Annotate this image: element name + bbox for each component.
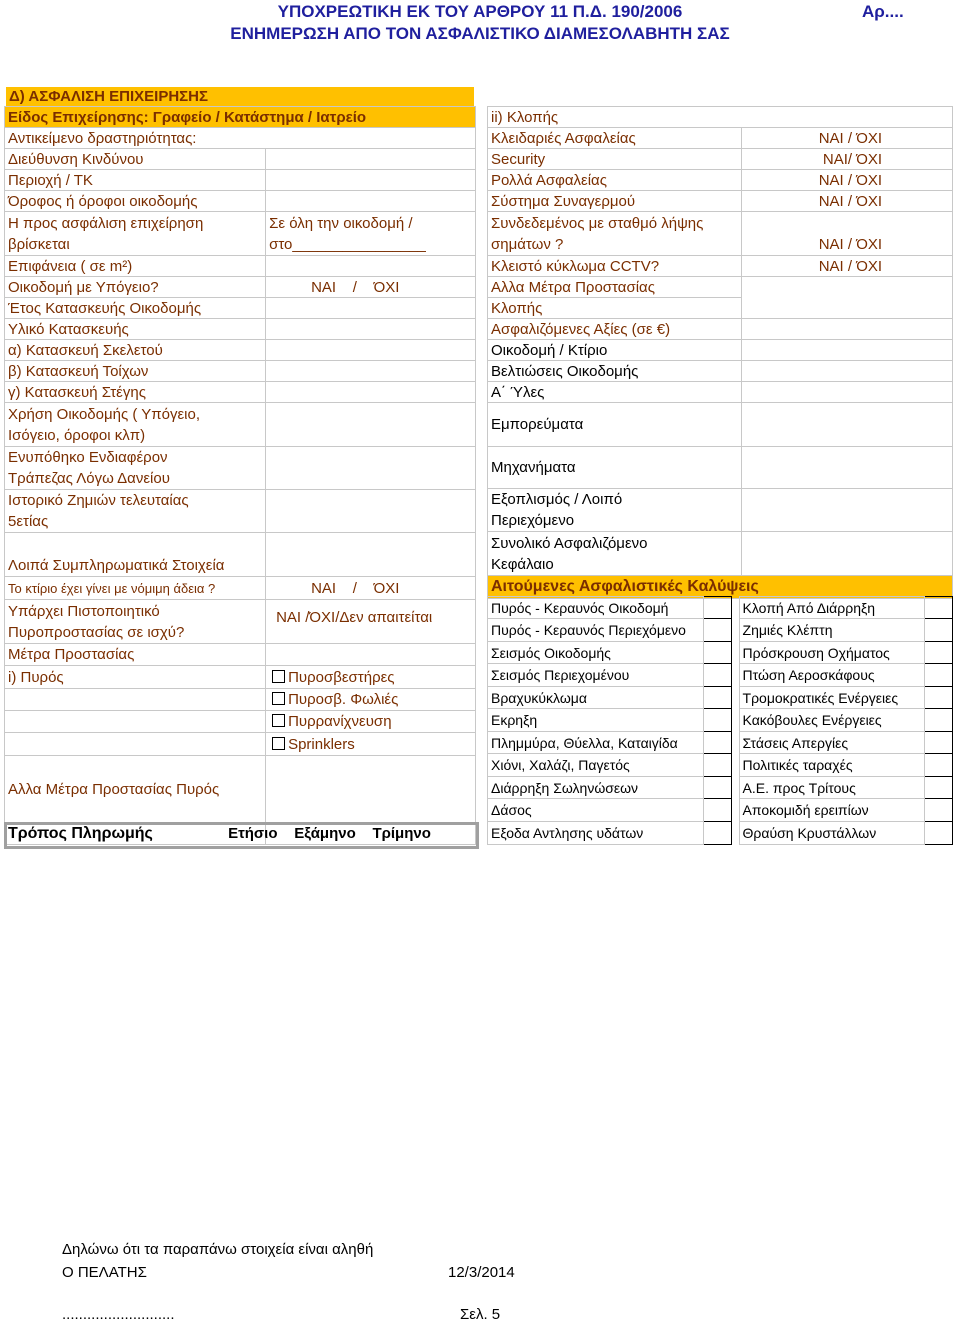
surface-field[interactable] [266,256,476,277]
location-label-b: βρίσκεται [8,235,70,253]
other-fire-field[interactable] [266,756,476,823]
year-built-label: Έτος Κατασκευής Οικοδομής [5,298,266,319]
coverage-label-right: Πτώση Αεροσκάφους [739,664,925,687]
material-label: Υλικό Κατασκευής [5,319,266,340]
other-theft-label-b: Κλοπής [488,298,742,319]
interest-label-a: Ενυπόθηκο Ενδιαφέρον [8,449,168,466]
coverages-table [487,596,953,845]
extinguishers-label: Πυροσβεστήρες [288,668,395,686]
payment-label: Τρόπος Πληρωμής [5,823,266,845]
coverage-checkbox-right[interactable] [925,597,953,619]
walls-label: β) Κατασκευή Τοίχων [5,361,266,382]
shutters-label: Ρολλά Ασφαλείας [488,170,742,191]
coverage-checkbox-right[interactable] [925,709,953,732]
coverage-row [488,597,953,619]
roof-label: γ) Κατασκευή Στέγης [5,382,266,403]
coverage-label-right: Πολιτικές ταραχές [739,754,925,777]
coverage-label-left: Πυρός - Κεραυνός Περιεχόμενο [488,619,704,642]
frame-field[interactable] [266,340,476,361]
alarm-options[interactable]: ΝΑΙ / ΌΧΙ [741,191,952,212]
coverage-label-left: Πλημμύρα, Θύελλα, Καταιγίδα [488,732,704,754]
protection-label: Μέτρα Προστασίας [5,644,266,666]
coverage-row [488,709,953,732]
coverage-label-left: Εκρηξη [488,709,704,732]
coverage-checkbox-left[interactable] [703,687,731,709]
other-info-label: Λοιπά Συμπληρωματικά Στοιχεία [5,533,266,577]
coverage-label-left: Πυρός - Κεραυνός Οικοδομή [488,597,704,619]
coverage-row [488,754,953,777]
fire-cert-options[interactable]: ΝΑΙ /ΌΧΙ/Δεν απαιτείται [266,600,476,644]
whole-building-a: Σε όλη την οικοδομή / [269,214,413,232]
client-label: Ο ΠΕΛΑΤΗΣ [62,1264,147,1281]
header-line-1: ΥΠΟΧΡΕΩΤΙΚΗ ΕΚ ΤΟΥ ΑΡΘΡΟΥ 11 Π.Δ. 190/2006 [277,2,683,21]
equipment-value[interactable] [741,489,952,532]
coverage-label-left: Δάσος [488,799,704,822]
coverage-checkbox-right[interactable] [925,732,953,754]
coverage-row [488,799,953,822]
equipment-label-a: Εξοπλισμός / Λοιπό [491,491,623,508]
risk-address-label: Διεύθυνση Κινδύνου [5,149,266,170]
coverage-row [488,664,953,687]
usage-label-a: Χρήση Οικοδομής ( Υπόγειο, [8,405,200,423]
coverage-checkbox-left[interactable] [703,777,731,799]
usage-label-b: Ισόγειο, όροφοι κλπ) [8,426,146,444]
machinery-value[interactable] [741,447,952,489]
coverage-checkbox-left[interactable] [703,709,731,732]
improvements-value[interactable] [741,361,952,382]
coverage-row [488,619,953,642]
coverage-checkbox-right[interactable] [925,664,953,687]
security-label: Security [488,149,742,170]
document-number: Αρ.... [862,2,904,21]
coverage-checkbox-left[interactable] [703,642,731,664]
coverage-label-left: Διάρρηξη Σωληνώσεων [488,777,704,799]
raw-materials-value[interactable] [741,382,952,403]
coverage-checkbox-left[interactable] [703,754,731,777]
material-field[interactable] [266,319,476,340]
damage-label-b: 5ετίας [8,513,49,530]
building-value[interactable] [741,340,952,361]
permit-label: Το κτίριο έχει γίνει με νόμιμη άδεια ? [5,577,266,600]
payment-annual[interactable]: Ετήσιο [228,825,278,842]
cctv-label: Κλειστό κύκλωμα CCTV? [488,256,742,277]
improvements-label: Βελτιώσεις Οικοδομής [488,361,742,382]
basement-options[interactable]: ΝΑΙ / ΌΧΙ [266,277,476,298]
coverage-label-right: Αποκομιδή ερειπίων [739,799,925,822]
location-label-a: Η προς ασφάλιση επιχείρηση [8,214,204,232]
coverage-row [488,687,953,709]
coverage-checkbox-left[interactable] [703,799,731,822]
whole-building-b[interactable]: στο________________ [269,235,426,253]
other-info-field[interactable] [266,533,476,577]
shutters-options[interactable]: ΝΑΙ / ΌΧΙ [741,170,952,191]
coverage-row [488,777,953,799]
coverage-checkbox-right[interactable] [925,754,953,777]
cctv-options[interactable]: ΝΑΙ / ΌΧΙ [741,256,952,277]
declaration-text: Δηλώνω ότι τα παραπάνω στοιχεία είναι αληθή [62,1241,374,1258]
walls-field[interactable] [266,361,476,382]
coverage-label-right: Πρόσκρουση Οχήματος [739,642,925,664]
equipment-label-b: Περιεχόμενο [491,512,575,529]
theft-label: ii) Κλοπής [488,107,953,128]
right-form-table [487,106,953,599]
coverage-label-right: Τρομοκρατικές Ενέργειες [739,687,925,709]
other-fire-label: Αλλα Μέτρα Προστασίας Πυρός [5,756,266,823]
risk-address-field[interactable] [266,149,476,170]
coverage-checkbox-right[interactable] [925,822,953,845]
building-label: Οικοδομή / Κτίριο [488,340,742,361]
surface-label: Επιφάνεια ( σε m²) [5,256,266,277]
fire-label: i) Πυρός [5,666,266,689]
header-line-2: ΕΝΗΜΕΡΩΣΗ ΑΠΟ ΤΟΝ ΑΣΦΑΛΙΣΤΙΚΟ ΔΙΑΜΕΣΟΛΑΒΗΤΗ ΣΑΣ [230,24,730,43]
security-options[interactable]: ΝΑΙ/ ΌΧΙ [741,149,952,170]
section-title: Δ) ΑΣΦΑΛΙΣΗ ΕΠΙΧΕΙΡΗΣΗΣ [6,87,474,106]
business-type: Είδος Επιχείρησης: Γραφείο / Κατάστημα / Ιατρείο [5,107,476,128]
coverage-label-right: Κλοπή Από Διάρρηξη [739,597,925,619]
other-theft-label-a: Αλλα Μέτρα Προστασίας [488,277,742,298]
coverage-checkbox-right[interactable] [925,799,953,822]
year-built-field[interactable] [266,298,476,319]
sprinklers-label: Sprinklers [288,735,355,753]
coverage-row [488,642,953,664]
station-options[interactable]: ΝΑΙ / ΌΧΙ [741,212,952,256]
date-text: 12/3/2014 [448,1264,515,1281]
machinery-label: Μηχανήματα [488,447,742,489]
basement-label: Οικοδομή με Υπόγειο? [5,277,266,298]
activity-label: Αντικείμενο δραστηριότητας: [5,128,476,149]
values-label: Ασφαλιζόμενες Αξίες (σε €) [488,319,742,340]
coverage-checkbox-left[interactable] [703,597,731,619]
payment-quarterly[interactable]: Τρίμηνο [372,825,431,842]
fire-cert-label-b: Πυροπροστασίας σε ισχύ? [8,623,185,641]
signature-line[interactable]: ........................... [62,1306,175,1323]
coverage-label-left: Βραχυκύκλωμα [488,687,704,709]
other-theft-field[interactable] [741,277,952,319]
coverage-row [488,822,953,845]
coverage-label-left: Χιόνι, Χαλάζι, Παγετός [488,754,704,777]
locks-options[interactable]: ΝΑΙ / ΌΧΙ [741,128,952,149]
floors-field[interactable] [266,191,476,212]
usage-field[interactable] [266,403,476,447]
coverage-checkbox-left[interactable] [703,732,731,754]
fire-detection-label: Πυρρανίχνευση [288,713,392,730]
coverage-checkbox-right[interactable] [925,642,953,664]
left-form-table [4,106,476,845]
coverage-label-right: Ζημιές Κλέπτη [739,619,925,642]
station-label-a: Συνδεδεμένος με σταθμό λήψης [491,214,704,232]
total-label-a: Συνολικό Ασφαλιζόμενο [491,534,648,552]
station-label-b: σημάτων ? [491,235,564,253]
payment-semiannual[interactable]: Εξάμηνο [294,825,356,842]
hose-reels-checkbox[interactable] [272,692,285,705]
goods-value[interactable] [741,403,952,447]
fire-detection-checkbox[interactable] [272,714,285,727]
sprinklers-checkbox[interactable] [272,737,285,750]
fire-cert-label-a: Υπάρχει Πιστοποιητικό [8,602,160,620]
coverage-checkbox-left[interactable] [703,822,731,845]
goods-label: Εμπορεύματα [488,403,742,447]
locks-label: Κλειδαριές Ασφαλείας [488,128,742,149]
total-value[interactable] [741,532,952,576]
permit-options[interactable]: ΝΑΙ / ΌΧΙ [266,577,476,600]
coverage-label-left: Εξοδα Αντλησης υδάτων [488,822,704,845]
coverage-label-right: Κακόβουλες Ενέργειες [739,709,925,732]
coverage-label-right: Θραύση Κρυστάλλων [739,822,925,845]
total-label-b: Κεφάλαιο [491,555,554,573]
area-label: Περιοχή / ΤΚ [5,170,266,191]
alarm-label: Σύστημα Συναγερμού [488,191,742,212]
extinguishers-checkbox[interactable] [272,670,285,683]
roof-field[interactable] [266,382,476,403]
frame-label: α) Κατασκευή Σκελετού [5,340,266,361]
coverage-row [488,732,953,754]
coverage-label-left: Σεισμός Οικοδομής [488,642,704,664]
page-number: Σελ. 5 [460,1306,501,1323]
coverage-checkbox-right[interactable] [925,777,953,799]
floors-label: Όροφος ή όροφοι οικοδομής [5,191,266,212]
coverage-label-right: Στάσεις Απεργίες [739,732,925,754]
area-field[interactable] [266,170,476,191]
coverage-checkbox-right[interactable] [925,619,953,642]
coverage-label-left: Σεισμός Περιεχομένου [488,664,704,687]
interest-label-b: Τράπεζας Λόγω Δανείου [8,470,170,487]
damage-field[interactable] [266,490,476,533]
interest-field[interactable] [266,447,476,490]
hose-reels-label: Πυροσβ. Φωλιές [288,691,399,708]
coverage-label-right: Α.Ε. προς Τρίτους [739,777,925,799]
damage-label-a: Ιστορικό Ζημιών τελευταίας [8,492,189,509]
coverage-checkbox-right[interactable] [925,687,953,709]
coverage-checkbox-left[interactable] [703,664,731,687]
raw-materials-label: Α΄ Ύλες [488,382,742,403]
coverages-title: Αιτούμενες Ασφαλιστικές Καλύψεις [488,576,953,599]
coverage-checkbox-left[interactable] [703,619,731,642]
